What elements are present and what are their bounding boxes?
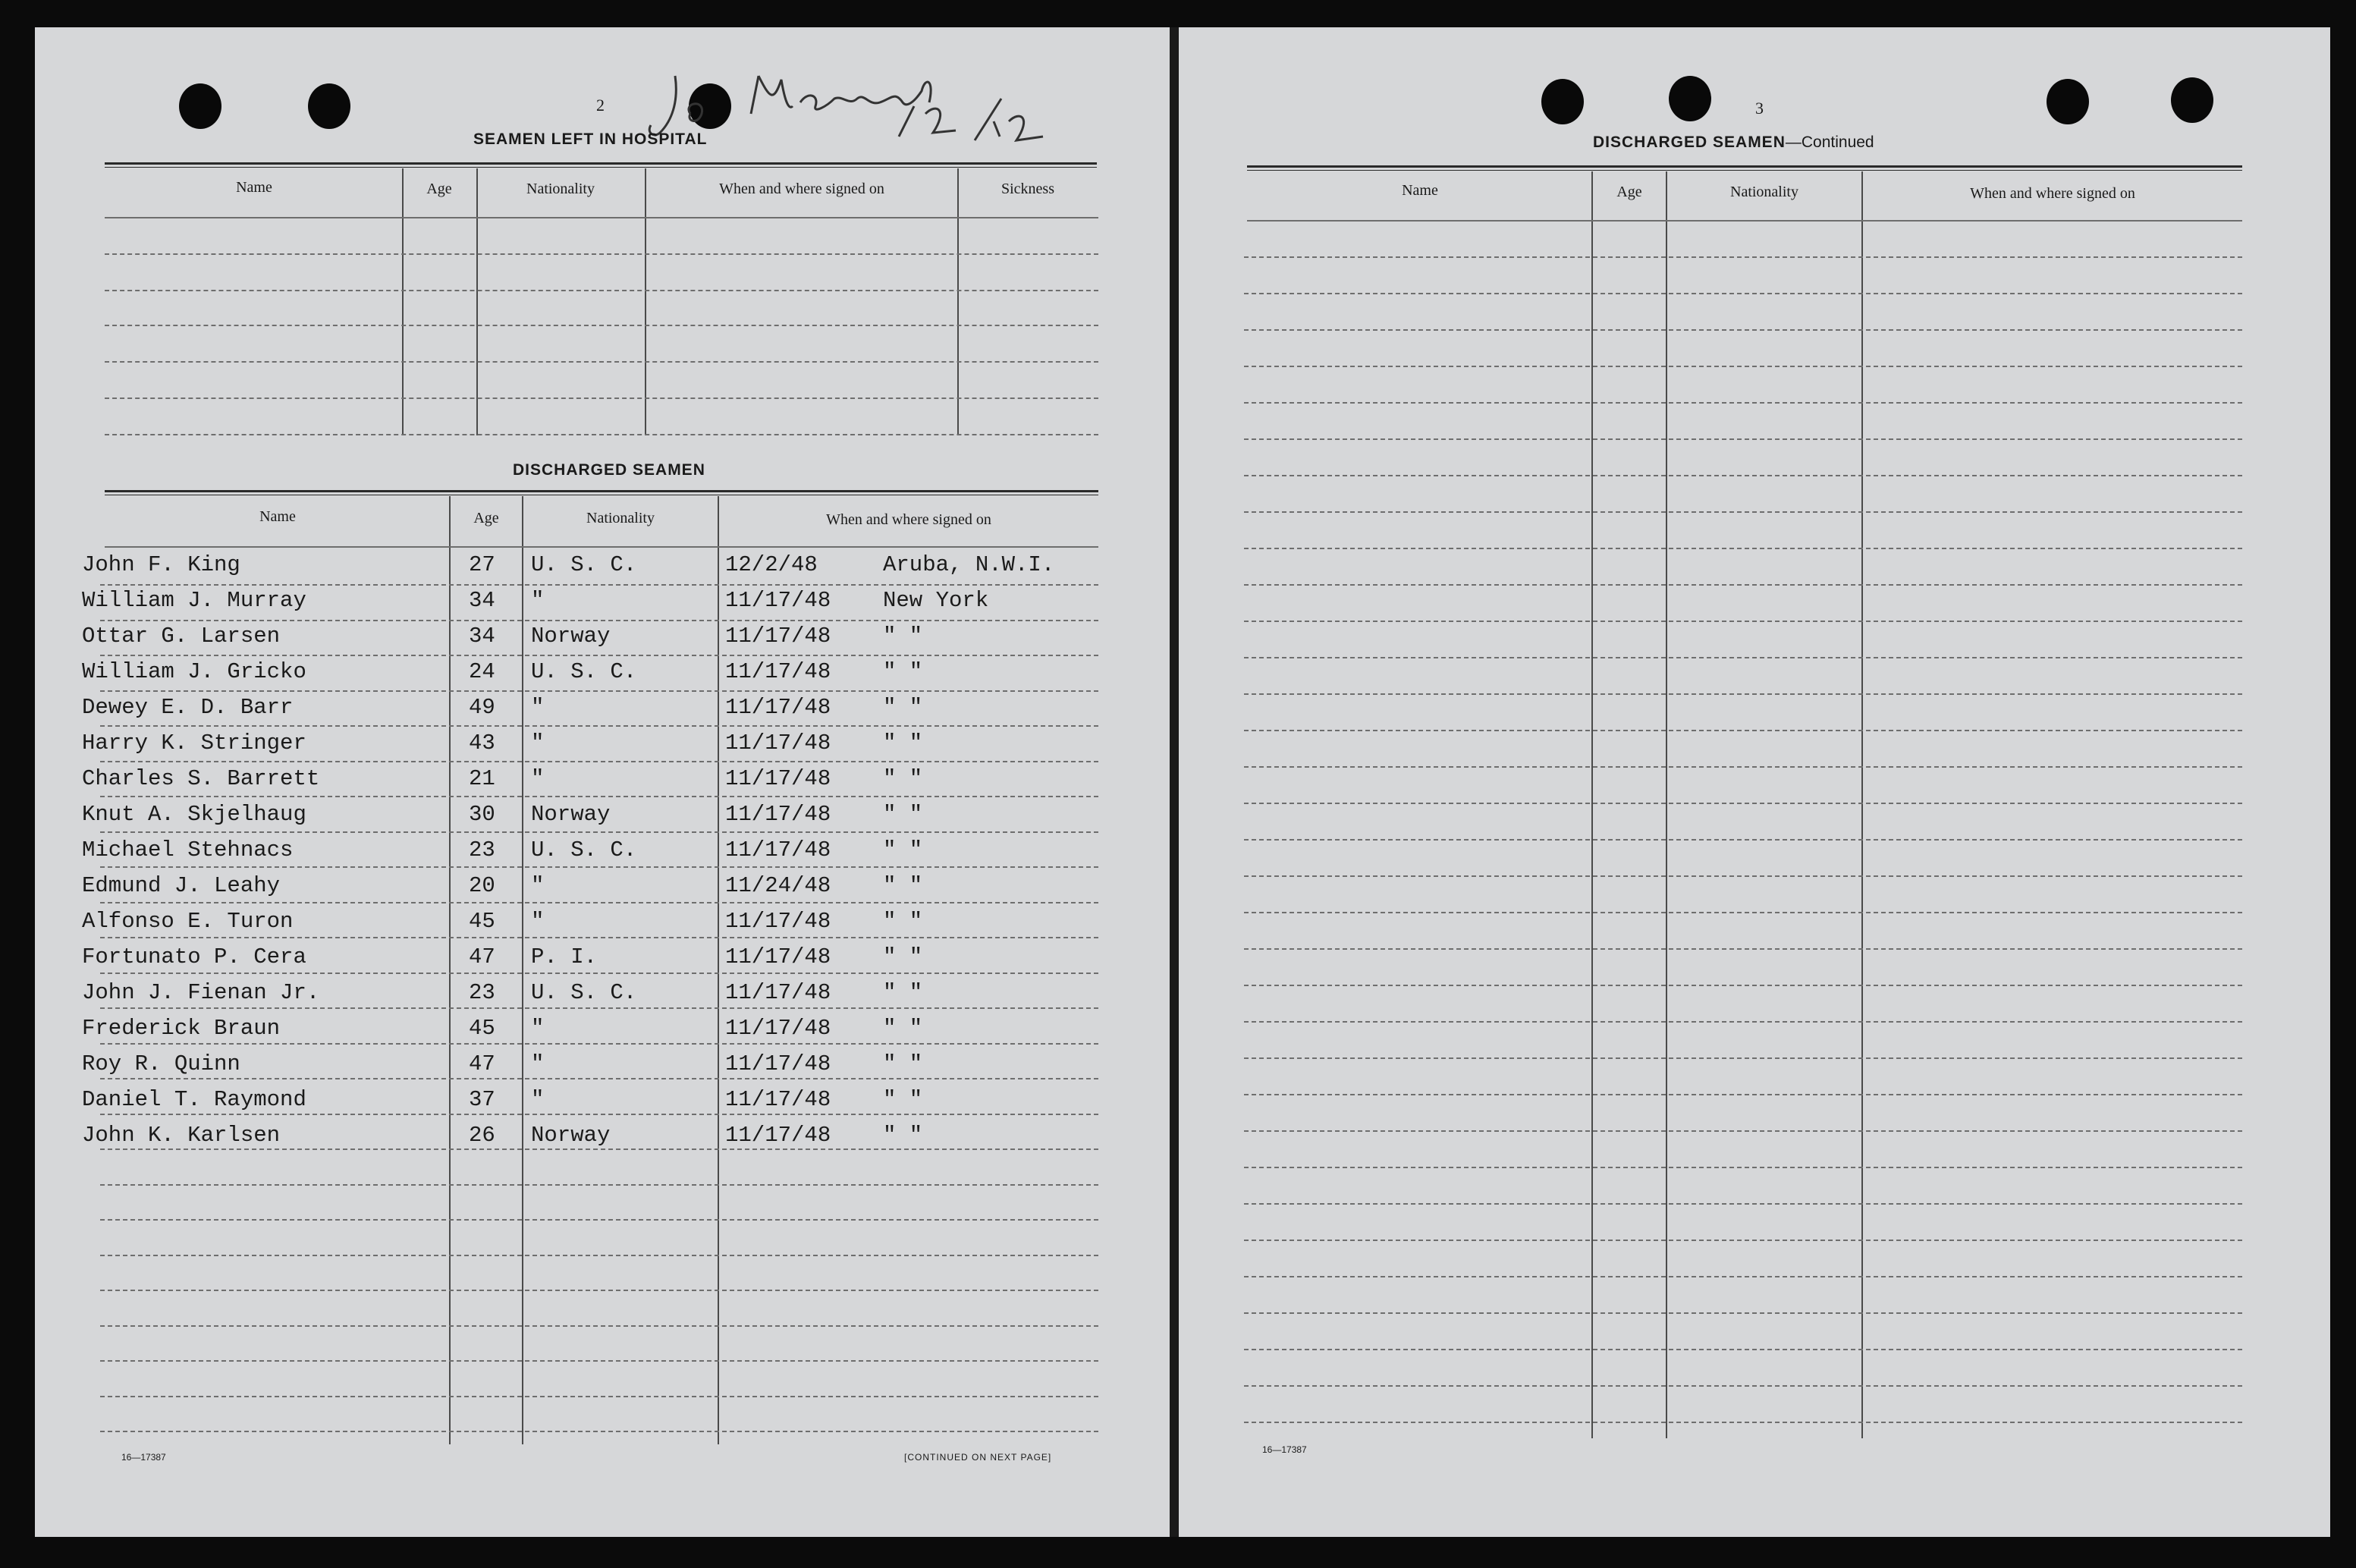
signed-on-date: 11/17/48	[725, 731, 831, 756]
seaman-name: Michael Stehnacs	[82, 837, 294, 863]
seaman-nationality: "	[531, 1016, 545, 1041]
discharged-grid-hline	[100, 1255, 1098, 1256]
right-grid-hline	[1244, 366, 2242, 367]
signed-on-place: " "	[883, 873, 923, 898]
signed-on-date: 11/17/48	[725, 1051, 831, 1076]
signed-on-place: " "	[883, 659, 923, 684]
seaman-name: John J. Fienan Jr.	[82, 980, 320, 1005]
hospital-grid-vline	[402, 168, 404, 435]
seaman-name: John K. Karlsen	[82, 1123, 281, 1148]
seaman-name: Dewey E. D. Barr	[82, 695, 294, 720]
right-grid-hline	[1244, 438, 2242, 440]
seaman-name: Frederick Braun	[82, 1016, 281, 1041]
discharged-grid-vline	[522, 496, 523, 1444]
seaman-age: 43	[469, 731, 495, 756]
right-grid-hline	[1244, 657, 2242, 658]
discharged-grid-hline	[100, 1360, 1098, 1362]
seaman-nationality: U. S. C.	[531, 659, 637, 684]
signed-on-date: 11/17/48	[725, 909, 831, 934]
seaman-nationality: "	[531, 1087, 545, 1112]
right-grid-vline	[1666, 171, 1667, 1438]
seaman-nationality: "	[531, 873, 545, 898]
signed-on-place: " "	[883, 1123, 923, 1148]
discharged-grid-hline	[100, 1396, 1098, 1397]
seaman-name: John F. King	[82, 552, 240, 577]
discharged-grid-hline	[100, 1219, 1098, 1221]
seaman-nationality: "	[531, 588, 545, 613]
signed-on-date: 11/17/48	[725, 980, 831, 1005]
signed-on-place: " "	[883, 766, 923, 791]
signed-on-date: 11/17/48	[725, 659, 831, 684]
discharged-grid-hline	[100, 584, 1098, 586]
discharged-grid-hline	[100, 761, 1098, 762]
signed-on-place: " "	[883, 1087, 923, 1112]
discharged-grid-hline	[100, 690, 1098, 692]
discharged-grid-hline	[100, 1149, 1098, 1150]
signed-on-date: 11/24/48	[725, 873, 831, 898]
right-grid-hline	[1244, 985, 2242, 986]
signed-on-place: " "	[883, 837, 923, 863]
hospital-grid-hline	[105, 217, 1098, 218]
hospital-top-rule-thin	[105, 167, 1097, 168]
hospital-col-age: Age	[426, 181, 452, 197]
seaman-age: 30	[469, 802, 495, 827]
seaman-age: 49	[469, 695, 495, 720]
discharged-continued-title	[1593, 134, 1874, 152]
punch-hole	[1669, 76, 1711, 121]
discharged-grid-hline	[100, 902, 1098, 903]
signed-on-date: 11/17/48	[725, 944, 831, 969]
seaman-nationality: "	[531, 909, 545, 934]
right-grid-hline	[1244, 475, 2242, 476]
right-col-name: Name	[1402, 182, 1438, 199]
signed-on-place: " "	[883, 802, 923, 827]
seaman-age: 21	[469, 766, 495, 791]
discharged-grid-hline	[100, 1043, 1098, 1045]
discharged-grid-hline	[100, 973, 1098, 974]
discharged-grid-vline	[718, 496, 719, 1444]
seaman-name: William J. Murray	[82, 588, 306, 613]
right-grid-hline	[1244, 1021, 2242, 1023]
discharged-col-name: Name	[259, 508, 296, 525]
discharged-grid-hline	[105, 546, 1098, 548]
right-grid-hline	[1244, 803, 2242, 804]
seaman-nationality: U. S. C.	[531, 552, 637, 577]
seaman-nationality: "	[531, 731, 545, 756]
discharged-continued-title-suffix: —Continued	[1785, 134, 1874, 151]
signed-on-place: " "	[883, 695, 923, 720]
hospital-grid-hline	[105, 290, 1098, 291]
signed-on-date: 11/17/48	[725, 1016, 831, 1041]
hospital-col-name: Name	[236, 179, 272, 196]
discharged-grid-hline	[100, 1290, 1098, 1291]
discharged-section-title: DISCHARGED SEAMEN	[513, 461, 705, 479]
signed-on-date: 11/17/48	[725, 695, 831, 720]
right-top-rule-thin	[1247, 170, 2242, 171]
seaman-name: Alfonso E. Turon	[82, 909, 294, 934]
discharged-col-nationality: Nationality	[586, 510, 655, 526]
hospital-grid-hline	[105, 434, 1098, 435]
right-grid-hline	[1244, 948, 2242, 950]
hospital-top-rule	[105, 162, 1097, 165]
punch-hole	[179, 83, 221, 129]
right-grid-hline	[1244, 548, 2242, 549]
right-grid-hline	[1244, 1094, 2242, 1095]
discharged-grid-hline	[100, 937, 1098, 938]
right-top-rule	[1247, 165, 2242, 168]
right-grid-hline	[1244, 511, 2242, 513]
right-grid-hline	[1244, 293, 2242, 294]
seaman-age: 34	[469, 588, 495, 613]
right-grid-vline	[1591, 171, 1593, 1438]
hospital-grid-vline	[645, 168, 646, 435]
discharged-col-age: Age	[473, 510, 499, 526]
form-number: 16—17387	[121, 1452, 166, 1463]
seaman-name: Ottar G. Larsen	[82, 624, 281, 649]
punch-hole	[308, 83, 350, 129]
right-grid-hline	[1244, 1240, 2242, 1241]
right-grid-hline	[1244, 329, 2242, 331]
discharged-grid-hline	[100, 620, 1098, 621]
discharged-grid-hline	[100, 655, 1098, 656]
right-grid-hline	[1244, 1203, 2242, 1205]
signed-on-date: 11/17/48	[725, 624, 831, 649]
signed-on-date: 11/17/48	[725, 588, 831, 613]
seaman-age: 27	[469, 552, 495, 577]
hospital-grid-hline	[105, 397, 1098, 399]
signed-on-place: " "	[883, 624, 923, 649]
signed-on-place: " "	[883, 944, 923, 969]
page-number: 3	[1755, 99, 1764, 118]
discharged-grid-hline	[100, 1325, 1098, 1327]
right-grid-hline	[1244, 730, 2242, 731]
discharged-grid-hline	[100, 1114, 1098, 1115]
seaman-age: 45	[469, 1016, 495, 1041]
signed-on-date: 12/2/48	[725, 552, 818, 577]
discharged-grid-vline	[449, 496, 451, 1444]
seaman-nationality: Norway	[531, 802, 611, 827]
right-grid-vline	[1861, 171, 1863, 1438]
signed-on-date: 11/17/48	[725, 802, 831, 827]
seaman-name: Edmund J. Leahy	[82, 873, 281, 898]
right-grid-hline	[1244, 584, 2242, 586]
seaman-age: 23	[469, 980, 495, 1005]
page-number: 2	[596, 96, 605, 115]
right-grid-hline	[1244, 1130, 2242, 1132]
signed-on-date: 11/17/48	[725, 837, 831, 863]
right-grid-hline	[1244, 693, 2242, 695]
right-grid-hline	[1244, 1422, 2242, 1423]
discharged-grid-hline	[100, 725, 1098, 727]
right-grid-hline	[1244, 839, 2242, 841]
signed-on-place: Aruba, N.W.I.	[883, 552, 1055, 577]
signed-on-place: " "	[883, 731, 923, 756]
right-grid-hline	[1244, 1057, 2242, 1059]
right-grid-hline	[1244, 621, 2242, 622]
seaman-age: 47	[469, 1051, 495, 1076]
seaman-name: Charles S. Barrett	[82, 766, 320, 791]
seaman-name: Knut A. Skjelhaug	[82, 802, 306, 827]
discharged-grid-hline	[100, 1078, 1098, 1079]
discharged-continued-title-main: DISCHARGED SEAMEN	[1593, 134, 1786, 151]
right-grid-hline	[1244, 1167, 2242, 1168]
seaman-age: 47	[469, 944, 495, 969]
right-grid-hline	[1244, 912, 2242, 913]
seaman-nationality: Norway	[531, 624, 611, 649]
right-grid-hline	[1244, 1276, 2242, 1277]
seaman-name: Daniel T. Raymond	[82, 1087, 306, 1112]
right-grid-hline	[1244, 1385, 2242, 1387]
seaman-nationality: "	[531, 1051, 545, 1076]
seaman-name: Fortunato P. Cera	[82, 944, 306, 969]
seaman-age: 34	[469, 624, 495, 649]
seaman-nationality: Norway	[531, 1123, 611, 1148]
seaman-age: 45	[469, 909, 495, 934]
signed-on-place: New York	[883, 588, 989, 613]
hospital-grid-hline	[105, 253, 1098, 255]
seaman-name: Roy R. Quinn	[82, 1051, 240, 1076]
signed-on-place: " "	[883, 980, 923, 1005]
discharged-top-rule	[105, 490, 1098, 492]
seaman-age: 26	[469, 1123, 495, 1148]
discharged-grid-hline	[100, 1184, 1098, 1186]
seaman-age: 24	[469, 659, 495, 684]
hospital-grid-vline	[957, 168, 959, 435]
right-grid-hline	[1244, 402, 2242, 404]
seaman-age: 37	[469, 1087, 495, 1112]
punch-hole	[2047, 79, 2089, 124]
signed-on-date: 11/17/48	[725, 1087, 831, 1112]
hospital-section-title: SEAMEN LEFT IN HOSPITAL	[473, 130, 708, 148]
seaman-nationality: P. I.	[531, 944, 598, 969]
seaman-name: Harry K. Stringer	[82, 731, 306, 756]
punch-hole	[1541, 79, 1584, 124]
right-grid-hline	[1244, 875, 2242, 877]
seaman-nationality: "	[531, 766, 545, 791]
seaman-age: 23	[469, 837, 495, 863]
seaman-name: William J. Gricko	[82, 659, 306, 684]
hospital-col-nationality: Nationality	[526, 181, 595, 197]
seaman-nationality: U. S. C.	[531, 837, 637, 863]
punch-hole	[2171, 77, 2213, 123]
right-grid-hline	[1247, 220, 2242, 222]
form-number: 16—17387	[1262, 1444, 1307, 1455]
discharged-grid-hline	[100, 866, 1098, 868]
right-grid-hline	[1244, 1349, 2242, 1350]
discharged-grid-hline	[100, 796, 1098, 797]
right-col-nationality: Nationality	[1730, 184, 1798, 200]
hospital-grid-hline	[105, 361, 1098, 363]
discharged-grid-hline	[100, 831, 1098, 833]
discharged-grid-hline	[100, 1431, 1098, 1432]
right-grid-hline	[1244, 1312, 2242, 1314]
signed-on-date: 11/17/48	[725, 766, 831, 791]
right-grid-hline	[1244, 256, 2242, 258]
seaman-age: 20	[469, 873, 495, 898]
hospital-col-sickness: Sickness	[1001, 181, 1054, 197]
right-col-age: Age	[1616, 184, 1642, 200]
discharged-col-signed-on: When and where signed on	[826, 511, 991, 528]
hospital-grid-vline	[476, 168, 478, 435]
hospital-grid-hline	[105, 325, 1098, 326]
hospital-col-signed-on: When and where signed on	[719, 181, 884, 197]
right-grid-hline	[1244, 766, 2242, 768]
discharged-grid-hline	[100, 1007, 1098, 1009]
right-col-signed-on: When and where signed on	[1970, 185, 2135, 202]
signed-on-place: " "	[883, 909, 923, 934]
right-page	[1179, 27, 2330, 1537]
signed-on-date: 11/17/48	[725, 1123, 831, 1148]
signed-on-place: " "	[883, 1016, 923, 1041]
seaman-nationality: U. S. C.	[531, 980, 637, 1005]
signed-on-place: " "	[883, 1051, 923, 1076]
seaman-nationality: "	[531, 695, 545, 720]
continued-note: [CONTINUED ON NEXT PAGE]	[904, 1452, 1052, 1463]
